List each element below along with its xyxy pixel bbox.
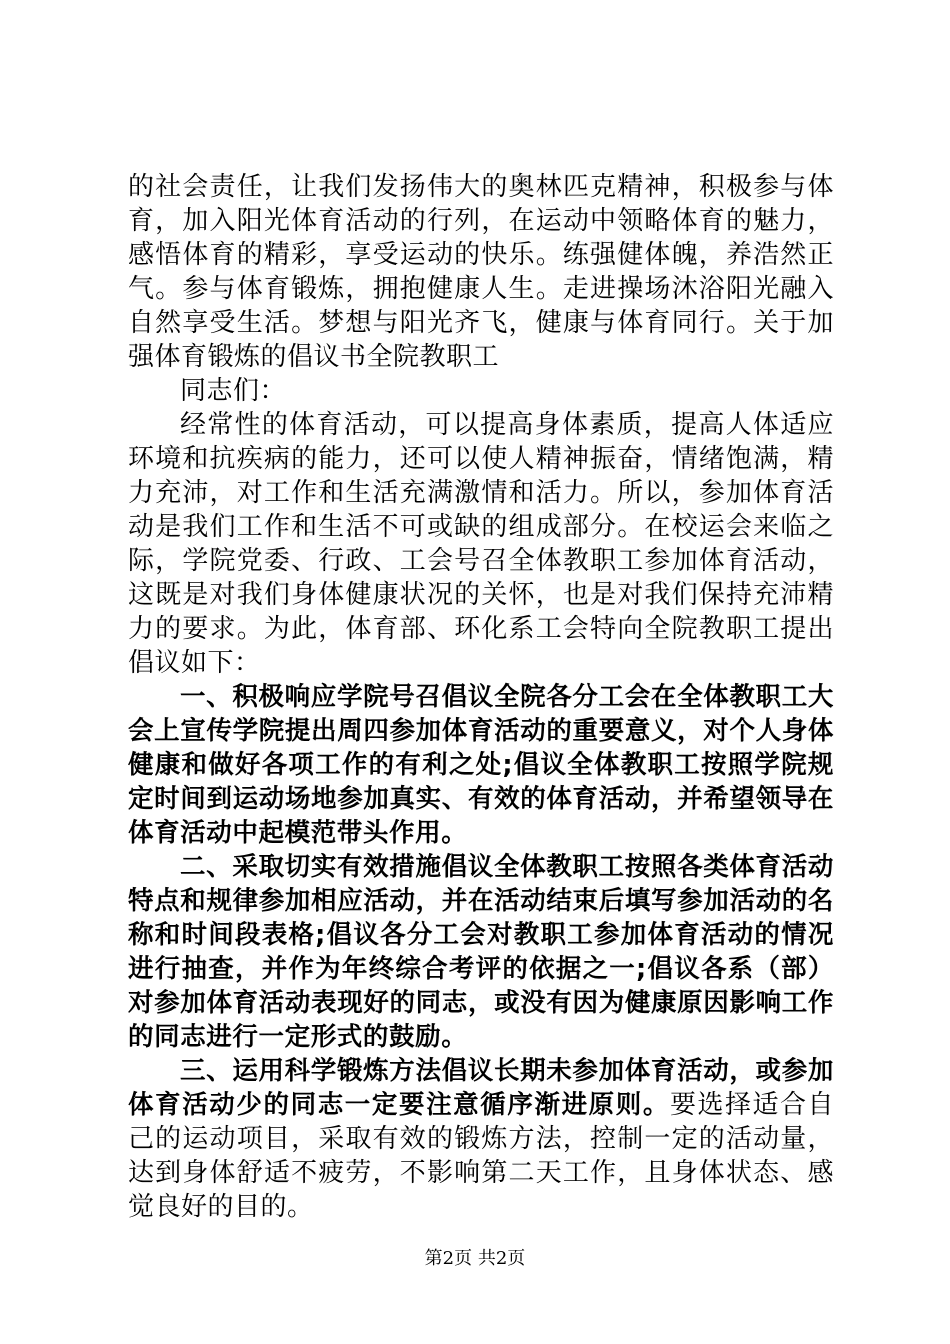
paragraph-introduction: 经常性的体育活动，可以提高身体素质，提高人体适应环境和抗疾病的能力，还可以使人精神振奋，情绪饱满，精力充沛，对工作和生活充满激情和活力。所以，参加体育活动是我们工作和生活不可或缺的组成部分。在校运会来临之际，学院党委、行政、工会号召全体教职工参加体育活动，这既是对我们身体健康状况的关怀，也是对我们保持充沛精力的要求。为此，体育部、环化系工会特向全院教职工提出倡议如下：	[128, 410, 834, 678]
paragraph-item-one: 一、积极响应学院号召倡议全院各分工会在全体教职工大会上宣传学院提出周四参加体育活动的重要意义，对个人身体健康和做好各项工作的有利之处;倡议全体教职工按照学院规定时间到运动场地参加真实、有效的体育活动，并希望领导在体育活动中起模范带头作用。	[128, 682, 834, 848]
paragraph-item-three-body: 要选择适合自己的运动项目，采取有效的锻炼方法，控制一定的活动量，达到身体舒适不疲劳，不影响第二天工作，且身体状态、感觉良好的目的。	[128, 1090, 834, 1222]
paragraph-item-two: 二、采取切实有效措施倡议全体教职工按照各类体育活动特点和规律参加相应活动，并在活动结束后填写参加活动的名称和时间段表格;倡议各分工会对教职工参加体育活动的情况进行抽查，并作为年终综合考评的依据之一;倡议各系（部）对参加体育活动表现好的同志，或没有因为健康原因影响工作的同志进行一定形式的鼓励。	[128, 852, 834, 1052]
document-body	[128, 170, 834, 1224]
paragraph-item-three	[128, 1054, 834, 1224]
paragraph-salutation: 同志们：	[180, 376, 287, 406]
paragraph-item-three-heading: 三、运用科学锻炼方法倡议长期未参加体育活动，或参加体育活动少的同志一定要注意循序渐进原则。	[128, 1056, 834, 1120]
paragraph-social-responsibility: 的社会责任，让我们发扬伟大的奥林匹克精神，积极参与体育，加入阳光体育活动的行列，在运动中领略体育的魅力，感悟体育的精彩，享受运动的快乐。练强健体魄，养浩然正气。参与体育锻炼，拥抱健康人生。走进操场沐浴阳光融入自然享受生活。梦想与阳光齐飞，健康与体育同行。关于加强体育锻炼的倡议书全院教职工	[128, 172, 834, 372]
page-number-footer: 第2页 共2页	[424, 1248, 526, 1269]
